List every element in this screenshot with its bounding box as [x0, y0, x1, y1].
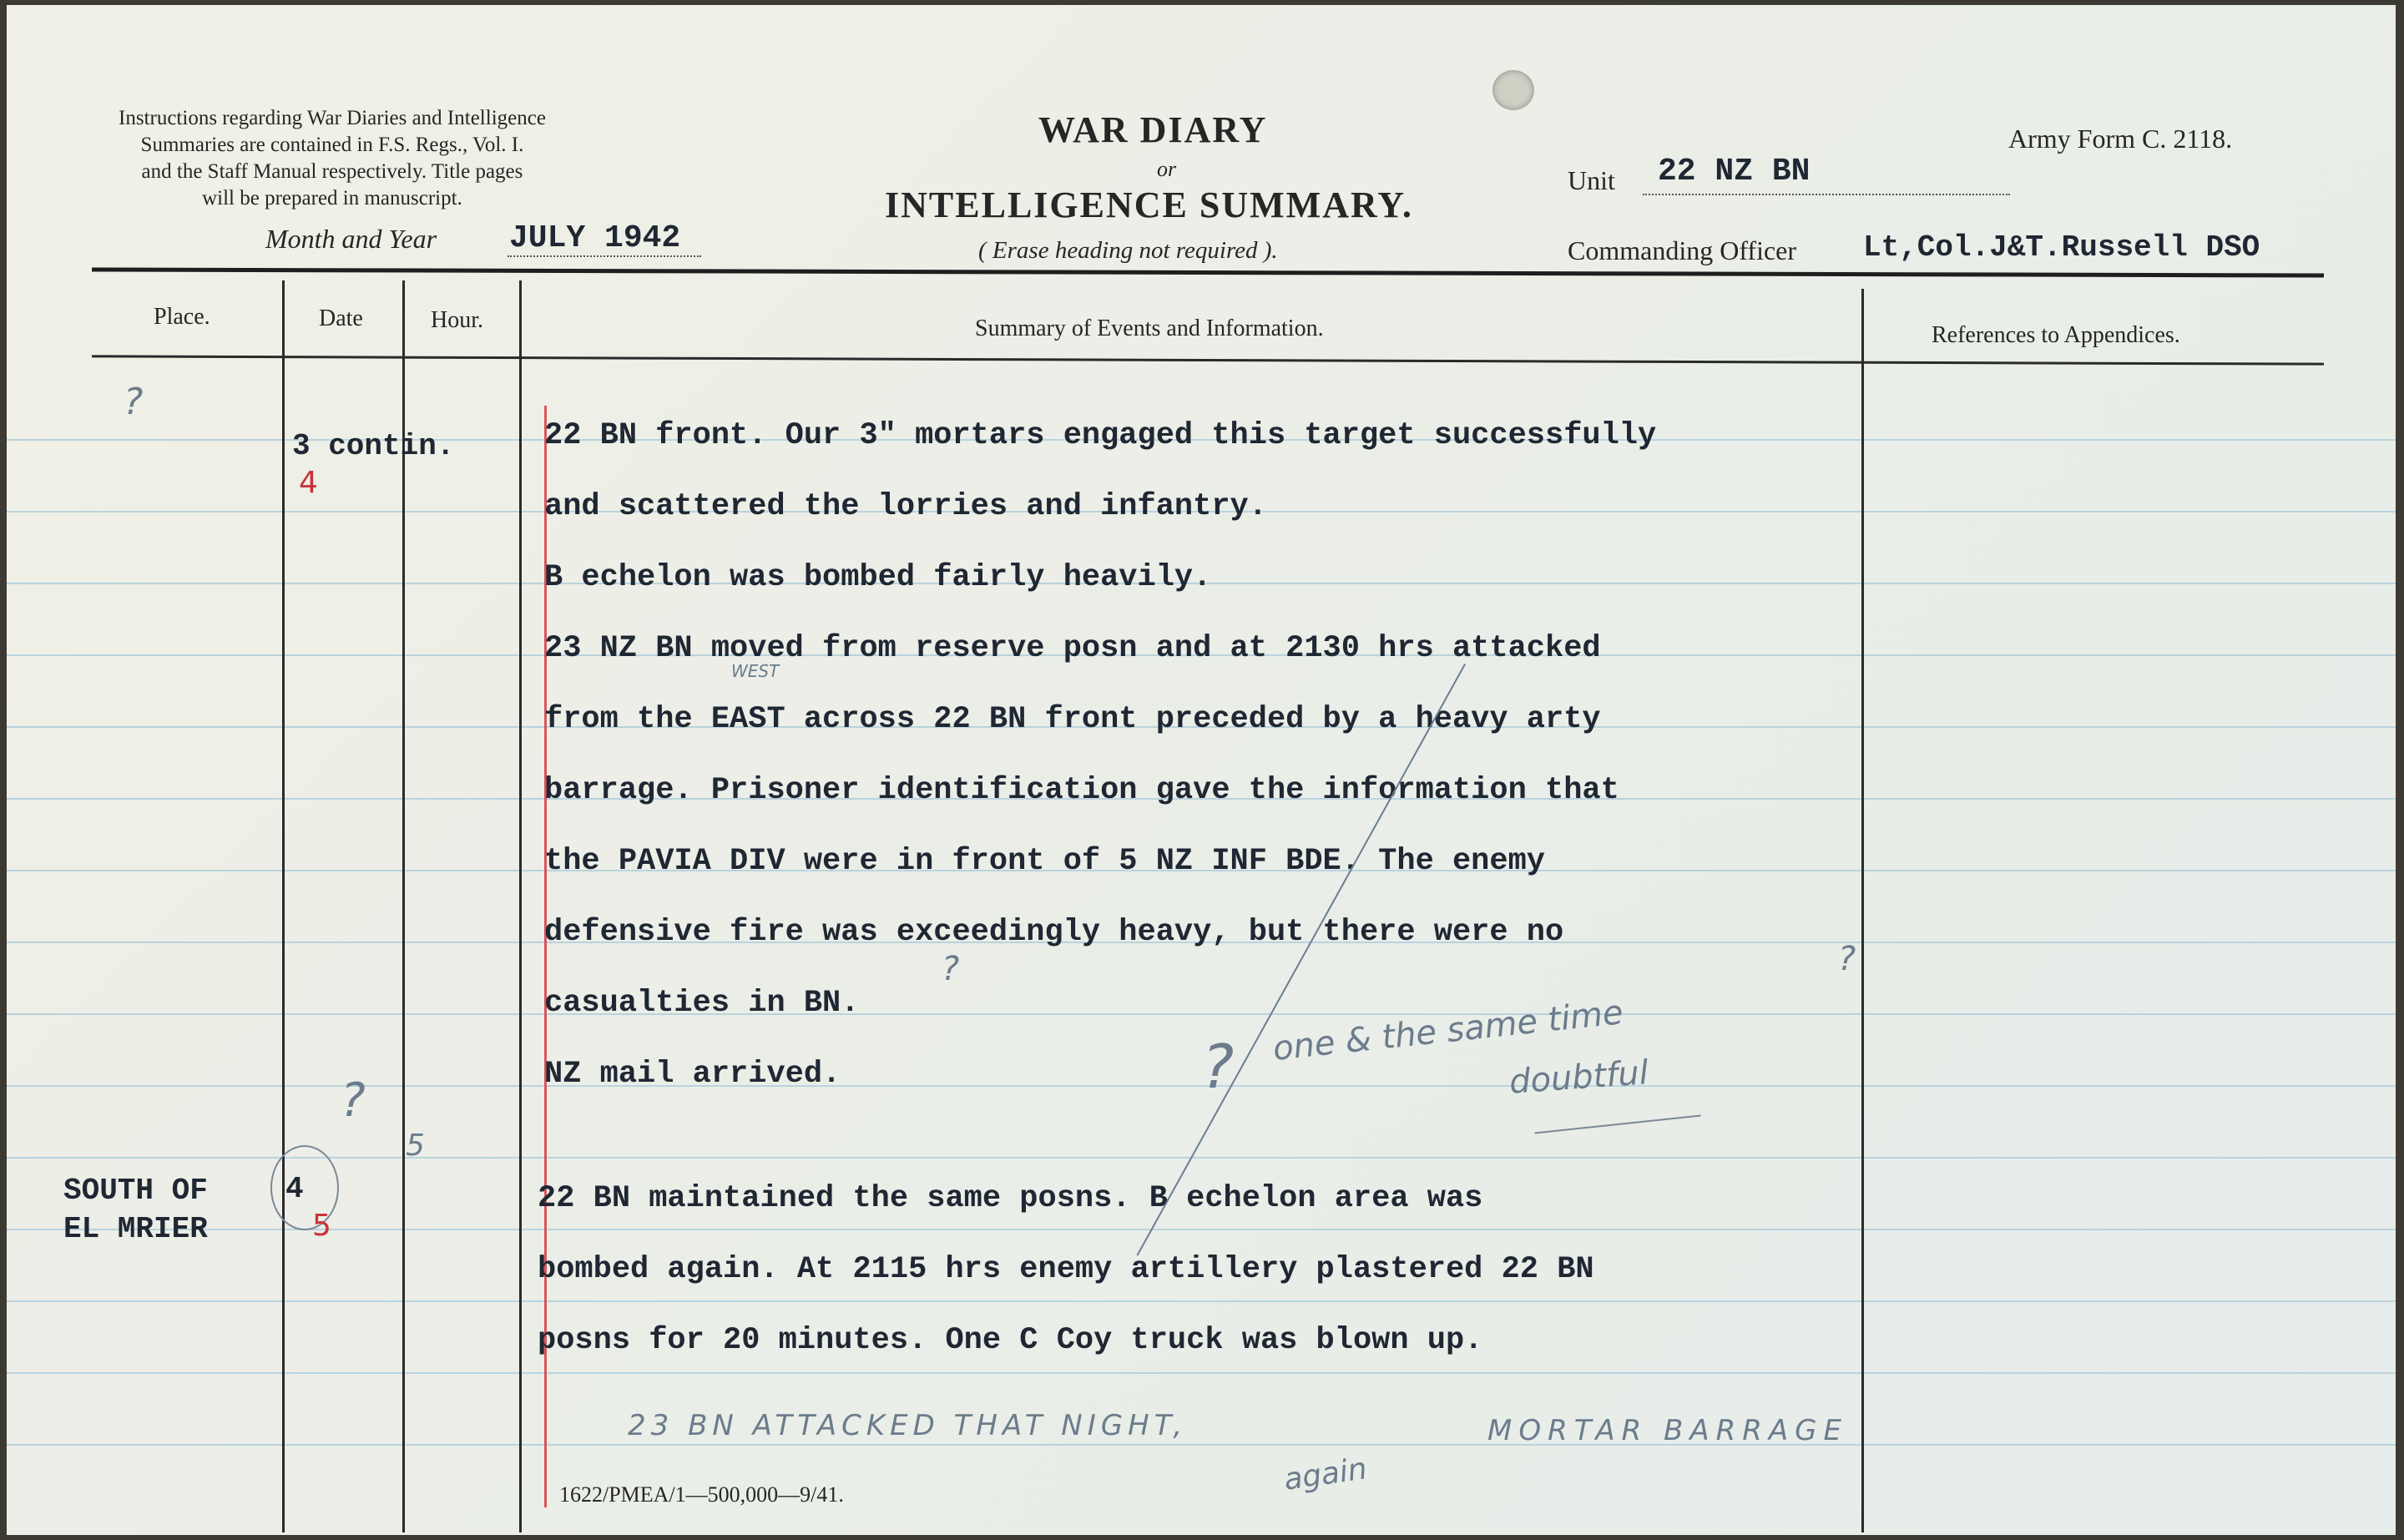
month-year-label: Month and Year: [265, 224, 437, 254]
hour-annotation: 5: [406, 1128, 425, 1163]
summary-line: and scattered the lorries and infantry.: [544, 489, 1267, 524]
summary-line: 22 BN maintained the same posns. B echelon area was: [538, 1181, 1483, 1216]
summary-line: bombed again. At 2115 hrs enemy artillery plastered 22 BN: [538, 1252, 1594, 1287]
instructions-line: Instructions regarding War Diaries and Intelligence: [119, 107, 546, 129]
question-mark: ?: [341, 1073, 366, 1128]
place-line: SOUTH OF: [63, 1174, 208, 1208]
army-form-number: Army Form C. 2118.: [2008, 124, 2233, 154]
column-header-summary: Summary of Events and Information.: [975, 316, 1324, 341]
form-or: or: [1157, 157, 1177, 181]
summary-line: defensive fire was exceedingly heavy, but there were no: [544, 915, 1564, 950]
column-header-place: Place.: [154, 304, 210, 330]
doubtful-note: doubtful: [1508, 1053, 1650, 1102]
date-annotation: 5: [312, 1209, 331, 1243]
summary-line: 23 NZ BN moved from reserve posn and at 2130 hrs attacked: [544, 631, 1601, 666]
west-correction: WEST: [731, 661, 780, 681]
entry-place: [63, 1172, 208, 1249]
column-header-hour: Hour.: [431, 307, 483, 333]
month-year-underline: [508, 255, 701, 257]
summary-line: posns for 20 minutes. One C Coy truck was blown up.: [538, 1323, 1483, 1358]
commanding-officer-label: Commanding Officer: [1568, 235, 1797, 265]
column-header-references: References to Appendices.: [1932, 322, 2180, 348]
column-divider-place-date: [282, 280, 285, 1532]
summary-line: B echelon was bombed fairly heavily.: [544, 560, 1212, 595]
unit-value: 22 NZ BN: [1658, 154, 1811, 189]
form-title: WAR DIARY: [1038, 109, 1268, 150]
question-mark: ?: [942, 950, 960, 988]
commanding-officer-value: Lt,Col.J&T.Russell DSO: [1863, 230, 2260, 265]
column-header-rule: [92, 355, 2324, 365]
entry-date: 3 contin.: [292, 429, 455, 463]
summary-line: barrage. Prisoner identification gave the information that: [544, 773, 1619, 808]
column-divider-hour-summary: [519, 280, 522, 1532]
summary-line: 22 BN front. Our 3" mortars engaged this target successfully: [544, 418, 1657, 453]
punch-hole: [1492, 70, 1534, 110]
summary-line: the PAVIA DIV were in front of 5 NZ INF BDE. The enemy: [544, 844, 1545, 879]
form-subtitle: INTELLIGENCE SUMMARY.: [885, 184, 1413, 225]
entry-summary: [544, 401, 1656, 1110]
bottom-note: MORTAR BARRAGE: [1487, 1414, 1848, 1447]
ruled-line: [7, 1157, 2396, 1159]
column-divider-date-hour: [402, 280, 405, 1532]
bottom-note: 23 BN ATTACKED THAT NIGHT,: [628, 1409, 1188, 1442]
summary-line: from the EAST across 22 BN front preceded by a heavy arty: [544, 702, 1601, 737]
erase-note: ( Erase heading not required ).: [978, 237, 1278, 264]
war-diary-page: [7, 5, 2396, 1535]
print-reference: 1622/PMEA/1—500,000—9/41.: [559, 1482, 844, 1507]
column-divider-summary-references: [1861, 289, 1864, 1532]
entry-date: 4: [285, 1172, 304, 1206]
summary-line: NZ mail arrived.: [544, 1057, 841, 1092]
instructions-line: will be prepared in manuscript.: [202, 187, 462, 210]
again-note: again: [1281, 1452, 1370, 1497]
date-annotation: 4: [299, 466, 318, 500]
instructions-block: [119, 105, 546, 212]
unit-underline: [1643, 194, 2010, 195]
entry-summary: [538, 1164, 1594, 1376]
column-header-date: Date: [319, 305, 363, 331]
question-mark: ?: [1202, 1032, 1235, 1102]
doubtful-underline: [1534, 1115, 1700, 1134]
month-year-value: JULY 1942: [509, 220, 681, 256]
question-mark: ?: [1838, 940, 1856, 978]
header-rule: [92, 267, 2324, 277]
ruled-line: [7, 1444, 2396, 1446]
unit-label: Unit: [1568, 165, 1615, 195]
place-line: EL MRIER: [63, 1212, 208, 1246]
same-time-note: one & the same time: [1270, 993, 1625, 1068]
instructions-line: and the Staff Manual respectively. Title pages: [141, 160, 523, 183]
summary-line: casualties in BN.: [544, 986, 860, 1021]
question-mark: ?: [124, 381, 144, 423]
instructions-line: Summaries are contained in F.S. Regs., Vol. I.: [140, 134, 524, 156]
